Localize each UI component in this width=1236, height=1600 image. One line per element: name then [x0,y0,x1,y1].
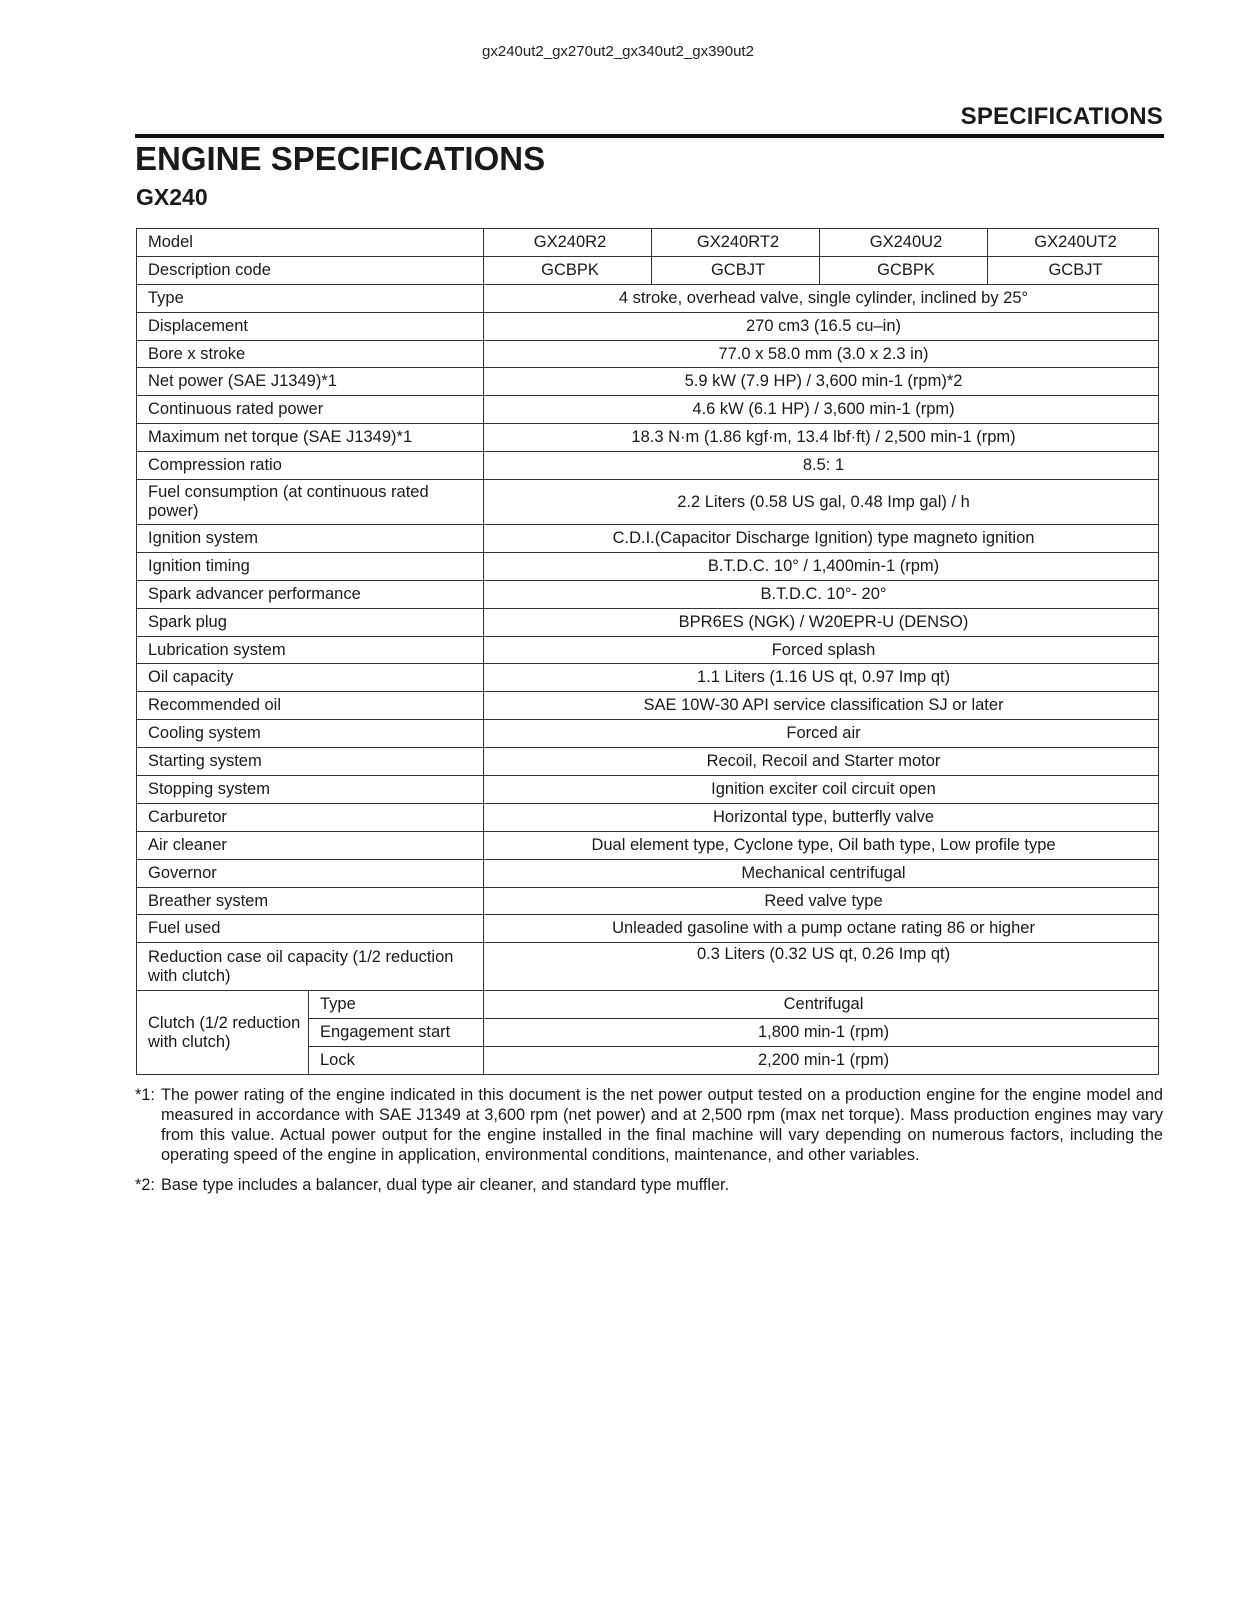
row-label: Bore x stroke [137,340,484,368]
row-label: Ignition system [137,525,484,553]
table-row [137,859,1159,887]
desc-code-cell: GCBPK [484,256,652,284]
table-row-clutch [137,991,1159,1019]
model-cell: GX240U2 [820,229,988,257]
clutch-label: Clutch (1/2 reduction with clutch) [137,991,309,1075]
row-value: Horizontal type, butterfly valve [484,803,1159,831]
row-label: Cooling system [137,720,484,748]
table-row [137,525,1159,553]
table-row [137,580,1159,608]
table-row [137,552,1159,580]
row-value: SAE 10W-30 API service classification SJ or later [484,692,1159,720]
table-row [137,720,1159,748]
row-label: Continuous rated power [137,396,484,424]
footnote [135,1175,1163,1195]
sub-row-label: Type [309,991,484,1019]
table-row [137,396,1159,424]
row-value: Centrifugal [484,991,1159,1019]
footnote-mark: *2: [135,1176,155,1194]
row-label: Stopping system [137,776,484,804]
table-row [137,692,1159,720]
row-value: 0.3 Liters (0.32 US qt, 0.26 Imp qt) [484,943,1159,991]
row-label: Description code [137,256,484,284]
row-value: B.T.D.C. 10°- 20° [484,580,1159,608]
row-value: 8.5: 1 [484,452,1159,480]
row-value: 1,800 min-1 (rpm) [484,1019,1159,1047]
row-label: Net power (SAE J1349)*1 [137,368,484,396]
table-row [137,368,1159,396]
row-value: 18.3 N·m (1.86 kgf·m, 13.4 lbf·ft) / 2,500 min-1 (rpm) [484,424,1159,452]
row-label: Spark advancer performance [137,580,484,608]
row-label: Fuel used [137,915,484,943]
row-label: Recommended oil [137,692,484,720]
row-label: Displacement [137,312,484,340]
spec-table [136,228,1159,1075]
table-row [137,312,1159,340]
table-row-model [137,229,1159,257]
row-value: Ignition exciter coil circuit open [484,776,1159,804]
row-value: Forced air [484,720,1159,748]
footnotes [135,1085,1163,1205]
row-label: Governor [137,859,484,887]
table-row [137,340,1159,368]
table-row [137,887,1159,915]
page-title: ENGINE SPECIFICATIONS [135,140,546,177]
row-value: 2,200 min-1 (rpm) [484,1047,1159,1075]
table-row [137,915,1159,943]
row-value: BPR6ES (NGK) / W20EPR-U (DENSO) [484,608,1159,636]
table-row [137,803,1159,831]
row-value: 270 cm3 (16.5 cu–in) [484,312,1159,340]
sub-row-label: Engagement start [309,1019,484,1047]
row-value: 4.6 kW (6.1 HP) / 3,600 min-1 (rpm) [484,396,1159,424]
table-row [137,424,1159,452]
row-value: 1.1 Liters (1.16 US qt, 0.97 Imp qt) [484,664,1159,692]
table-row [137,831,1159,859]
row-label: Spark plug [137,608,484,636]
footnote-text: The power rating of the engine indicated in this document is the net power output tested on a production engine for the engine model and measured in accordance with SAE J1349 at 3,600 rpm (net power) and at 2,500 rpm (max net torque). Mass production engines may vary from this value. Actual power output for the engine installed in the final machine will vary depending on numerous factors, including the operating speed of the engine in application, environmental conditions, maintenance, and other variables. [161,1086,1163,1164]
section-label: SPECIFICATIONS [960,103,1163,130]
desc-code-cell: GCBJT [988,256,1159,284]
row-value: Recoil, Recoil and Starter motor [484,748,1159,776]
table-row [137,636,1159,664]
row-label: Type [137,284,484,312]
sub-row-label: Lock [309,1047,484,1075]
row-label: Starting system [137,748,484,776]
footnote-mark: *1: [135,1086,155,1104]
table-row [137,608,1159,636]
row-value: Reed valve type [484,887,1159,915]
row-label: Breather system [137,887,484,915]
row-label: Compression ratio [137,452,484,480]
row-value: 5.9 kW (7.9 HP) / 3,600 min-1 (rpm)*2 [484,368,1159,396]
model-cell: GX240UT2 [988,229,1159,257]
table-row [137,452,1159,480]
header-rule [135,134,1164,138]
table-row [137,284,1159,312]
row-value: Unleaded gasoline with a pump octane rating 86 or higher [484,915,1159,943]
row-value: C.D.I.(Capacitor Discharge Ignition) type magneto ignition [484,525,1159,553]
footnote [135,1085,1163,1165]
row-label: Air cleaner [137,831,484,859]
row-label: Model [137,229,484,257]
row-label: Fuel consumption (at continuous rated power) [137,480,484,525]
row-value: Forced splash [484,636,1159,664]
row-label: Maximum net torque (SAE J1349)*1 [137,424,484,452]
model-cell: GX240R2 [484,229,652,257]
row-value: 77.0 x 58.0 mm (3.0 x 2.3 in) [484,340,1159,368]
row-label: Reduction case oil capacity (1/2 reduction with clutch) [137,943,484,991]
page-header: gx240ut2_gx270ut2_gx340ut2_gx390ut2 [482,43,754,60]
model-cell: GX240RT2 [652,229,820,257]
table-row [137,776,1159,804]
row-value: Dual element type, Cyclone type, Oil bath type, Low profile type [484,831,1159,859]
footnote-text: Base type includes a balancer, dual type air cleaner, and standard type muffler. [161,1176,730,1194]
model-heading: GX240 [136,184,208,210]
table-row [137,664,1159,692]
row-label: Lubrication system [137,636,484,664]
row-value: B.T.D.C. 10° / 1,400min-1 (rpm) [484,552,1159,580]
row-label: Ignition timing [137,552,484,580]
row-value: 4 stroke, overhead valve, single cylinder, inclined by 25° [484,284,1159,312]
row-value: Mechanical centrifugal [484,859,1159,887]
table-row-description-code [137,256,1159,284]
table-row [137,748,1159,776]
row-label: Oil capacity [137,664,484,692]
desc-code-cell: GCBPK [820,256,988,284]
table-row [137,480,1159,525]
table-row [137,943,1159,991]
desc-code-cell: GCBJT [652,256,820,284]
row-value: 2.2 Liters (0.58 US gal, 0.48 Imp gal) / h [484,480,1159,525]
row-label: Carburetor [137,803,484,831]
